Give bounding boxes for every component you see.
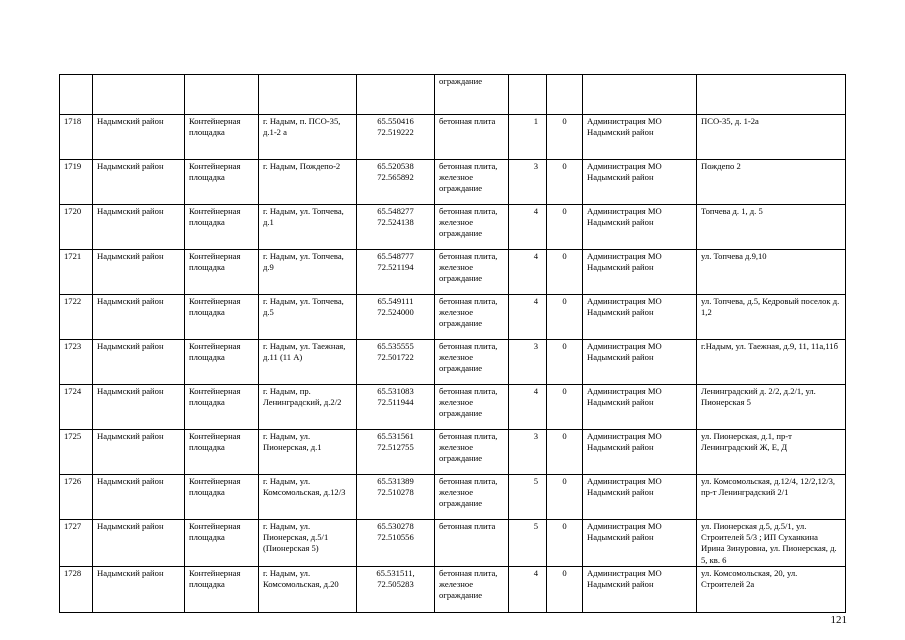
cell-serves: ул. Топчева д.9,10 — [697, 250, 846, 295]
cell-coords: 65.530278 72.510556 — [357, 520, 435, 567]
cell-address: г. Надым, ул. Пионерская, д.5/1 (Пионерская 5) — [259, 520, 357, 567]
cell-zero: 0 — [547, 115, 583, 160]
cell-coords — [357, 75, 435, 115]
cell-count: 4 — [509, 295, 547, 340]
table-row — [60, 295, 846, 340]
cell-owner: Администрация МО Надымский район — [583, 340, 697, 385]
cell-address: г. Надым, п. ПСО-35, д.1-2 а — [259, 115, 357, 160]
cell-type: Контейнерная площадка — [185, 520, 259, 567]
cell-owner: Администрация МО Надымский район — [583, 566, 697, 612]
cell-zero: 0 — [547, 160, 583, 205]
cell-serves: Пождепо 2 — [697, 160, 846, 205]
table-row — [60, 475, 846, 520]
cell-district: Надымский район — [93, 566, 185, 612]
cell-coords: 65.531083 72.511944 — [357, 385, 435, 430]
cell-type: Контейнерная площадка — [185, 430, 259, 475]
cell-type: Контейнерная площадка — [185, 475, 259, 520]
cell-zero: 0 — [547, 520, 583, 567]
cell-address — [259, 75, 357, 115]
cell-zero: 0 — [547, 295, 583, 340]
table-row-continuation — [60, 75, 846, 115]
cell-owner: Администрация МО Надымский район — [583, 430, 697, 475]
cell-zero: 0 — [547, 475, 583, 520]
cell-zero: 0 — [547, 430, 583, 475]
cell-zero — [547, 75, 583, 115]
cell-id: 1721 — [60, 250, 93, 295]
cell-district: Надымский район — [93, 430, 185, 475]
cell-coords: 65.531561 72.512755 — [357, 430, 435, 475]
cell-address: г. Надым, ул. Топчева, д.9 — [259, 250, 357, 295]
cell-zero: 0 — [547, 385, 583, 430]
cell-zero: 0 — [547, 340, 583, 385]
cell-district: Надымский район — [93, 205, 185, 250]
cell-owner: Администрация МО Надымский район — [583, 250, 697, 295]
cell-material: бетонная плита, железное ограждание — [435, 475, 509, 520]
table-row — [60, 340, 846, 385]
cell-material: бетонная плита, железное ограждание — [435, 295, 509, 340]
cell-count: 4 — [509, 250, 547, 295]
cell-owner: Администрация МО Надымский район — [583, 160, 697, 205]
cell-owner: Администрация МО Надымский район — [583, 385, 697, 430]
cell-serves: ул. Комсомольская, 20, ул. Строителей 2а — [697, 566, 846, 612]
cell-count — [509, 75, 547, 115]
cell-count: 3 — [509, 430, 547, 475]
cell-serves: Ленинградский д. 2/2, д.2/1, ул. Пионерская 5 — [697, 385, 846, 430]
cell-id: 1723 — [60, 340, 93, 385]
cell-zero: 0 — [547, 566, 583, 612]
cell-district: Надымский район — [93, 295, 185, 340]
cell-district: Надымский район — [93, 160, 185, 205]
cell-id: 1725 — [60, 430, 93, 475]
cell-type: Контейнерная площадка — [185, 115, 259, 160]
cell-type: Контейнерная площадка — [185, 205, 259, 250]
cell-material: бетонная плита, железное ограждание — [435, 205, 509, 250]
cell-serves: ул. Пионерская д.5, д.5/1, ул. Строителей 5/3 ; ИП Суханкина Ирина Зинуровна, ул. Пионерская, д. 5, кв. 6 — [697, 520, 846, 567]
cell-address: г. Надым, ул. Таежная, д.11 (11 А) — [259, 340, 357, 385]
table-row — [60, 115, 846, 160]
cell-count: 5 — [509, 475, 547, 520]
cell-material: бетонная плита, железное ограждание — [435, 250, 509, 295]
cell-district — [93, 75, 185, 115]
cell-serves: ПСО-35, д. 1-2а — [697, 115, 846, 160]
cell-district: Надымский район — [93, 385, 185, 430]
cell-material: бетонная плита, железное ограждание — [435, 566, 509, 612]
cell-address: г. Надым, ул. Комсомольская, д.12/3 — [259, 475, 357, 520]
cell-owner: Администрация МО Надымский район — [583, 295, 697, 340]
cell-zero: 0 — [547, 205, 583, 250]
table-row — [60, 566, 846, 612]
cell-address: г. Надым, ул. Топчева, д.5 — [259, 295, 357, 340]
cell-owner — [583, 75, 697, 115]
cell-coords: 65.548777 72.521194 — [357, 250, 435, 295]
table-row — [60, 160, 846, 205]
cell-id: 1719 — [60, 160, 93, 205]
cell-owner: Администрация МО Надымский район — [583, 115, 697, 160]
cell-coords: 65.535555 72.501722 — [357, 340, 435, 385]
registry-table — [59, 74, 846, 613]
cell-material: бетонная плита, железное ограждание — [435, 385, 509, 430]
cell-material: ограждание — [435, 75, 509, 115]
cell-district: Надымский район — [93, 340, 185, 385]
cell-type: Контейнерная площадка — [185, 385, 259, 430]
cell-id: 1727 — [60, 520, 93, 567]
cell-coords: 65.531511, 72.505283 — [357, 566, 435, 612]
table-row — [60, 205, 846, 250]
cell-zero: 0 — [547, 250, 583, 295]
cell-district: Надымский район — [93, 250, 185, 295]
cell-owner: Администрация МО Надымский район — [583, 520, 697, 567]
cell-address: г. Надым, пр. Ленинградский, д.2/2 — [259, 385, 357, 430]
cell-material: бетонная плита, железное ограждание — [435, 340, 509, 385]
cell-coords: 65.549111 72.524000 — [357, 295, 435, 340]
cell-type: Контейнерная площадка — [185, 566, 259, 612]
cell-count: 3 — [509, 160, 547, 205]
cell-type: Контейнерная площадка — [185, 340, 259, 385]
cell-count: 4 — [509, 205, 547, 250]
cell-district: Надымский район — [93, 520, 185, 567]
cell-district: Надымский район — [93, 475, 185, 520]
cell-id: 1722 — [60, 295, 93, 340]
cell-serves: Топчева д. 1, д. 5 — [697, 205, 846, 250]
cell-count: 3 — [509, 340, 547, 385]
cell-district: Надымский район — [93, 115, 185, 160]
cell-serves: ул. Топчева, д.5, Кедровый поселок д. 1,2 — [697, 295, 846, 340]
cell-count: 4 — [509, 385, 547, 430]
table-row — [60, 520, 846, 567]
cell-id: 1724 — [60, 385, 93, 430]
table-row — [60, 250, 846, 295]
cell-coords: 65.520538 72.565892 — [357, 160, 435, 205]
cell-count: 4 — [509, 566, 547, 612]
page-number: 121 — [830, 614, 847, 626]
cell-material: бетонная плита, железное ограждание — [435, 430, 509, 475]
cell-serves: ул. Пионерская, д.1, пр-т Ленинградский Ж, Е, Д — [697, 430, 846, 475]
cell-id: 1720 — [60, 205, 93, 250]
cell-owner: Администрация МО Надымский район — [583, 205, 697, 250]
cell-address: г. Надым, ул. Топчева, д.1 — [259, 205, 357, 250]
cell-count: 5 — [509, 520, 547, 567]
table-row — [60, 385, 846, 430]
cell-coords: 65.550416 72.519222 — [357, 115, 435, 160]
cell-serves: г.Надым, ул. Таежная, д.9, 11, 11а,11б — [697, 340, 846, 385]
cell-address: г. Надым, ул. Пионерская, д.1 — [259, 430, 357, 475]
cell-id: 1726 — [60, 475, 93, 520]
cell-material: бетонная плита — [435, 520, 509, 567]
cell-serves — [697, 75, 846, 115]
cell-id: 1718 — [60, 115, 93, 160]
cell-count: 1 — [509, 115, 547, 160]
cell-owner: Администрация МО Надымский район — [583, 475, 697, 520]
cell-material: бетонная плита, железное ограждание — [435, 160, 509, 205]
cell-address: г. Надым, ул. Комсомольская, д.20 — [259, 566, 357, 612]
cell-serves: ул. Комсомольская, д.12/4, 12/2,12/3, пр-т Ленинградский 2/1 — [697, 475, 846, 520]
cell-type: Контейнерная площадка — [185, 250, 259, 295]
cell-material: бетонная плита — [435, 115, 509, 160]
cell-coords: 65.548277 72.524138 — [357, 205, 435, 250]
cell-coords: 65.531389 72.510278 — [357, 475, 435, 520]
cell-id: 1728 — [60, 566, 93, 612]
cell-type: Контейнерная площадка — [185, 160, 259, 205]
table-body — [60, 75, 846, 613]
table-row — [60, 430, 846, 475]
cell-type: Контейнерная площадка — [185, 295, 259, 340]
cell-id — [60, 75, 93, 115]
cell-address: г. Надым, Пождепо-2 — [259, 160, 357, 205]
cell-type — [185, 75, 259, 115]
